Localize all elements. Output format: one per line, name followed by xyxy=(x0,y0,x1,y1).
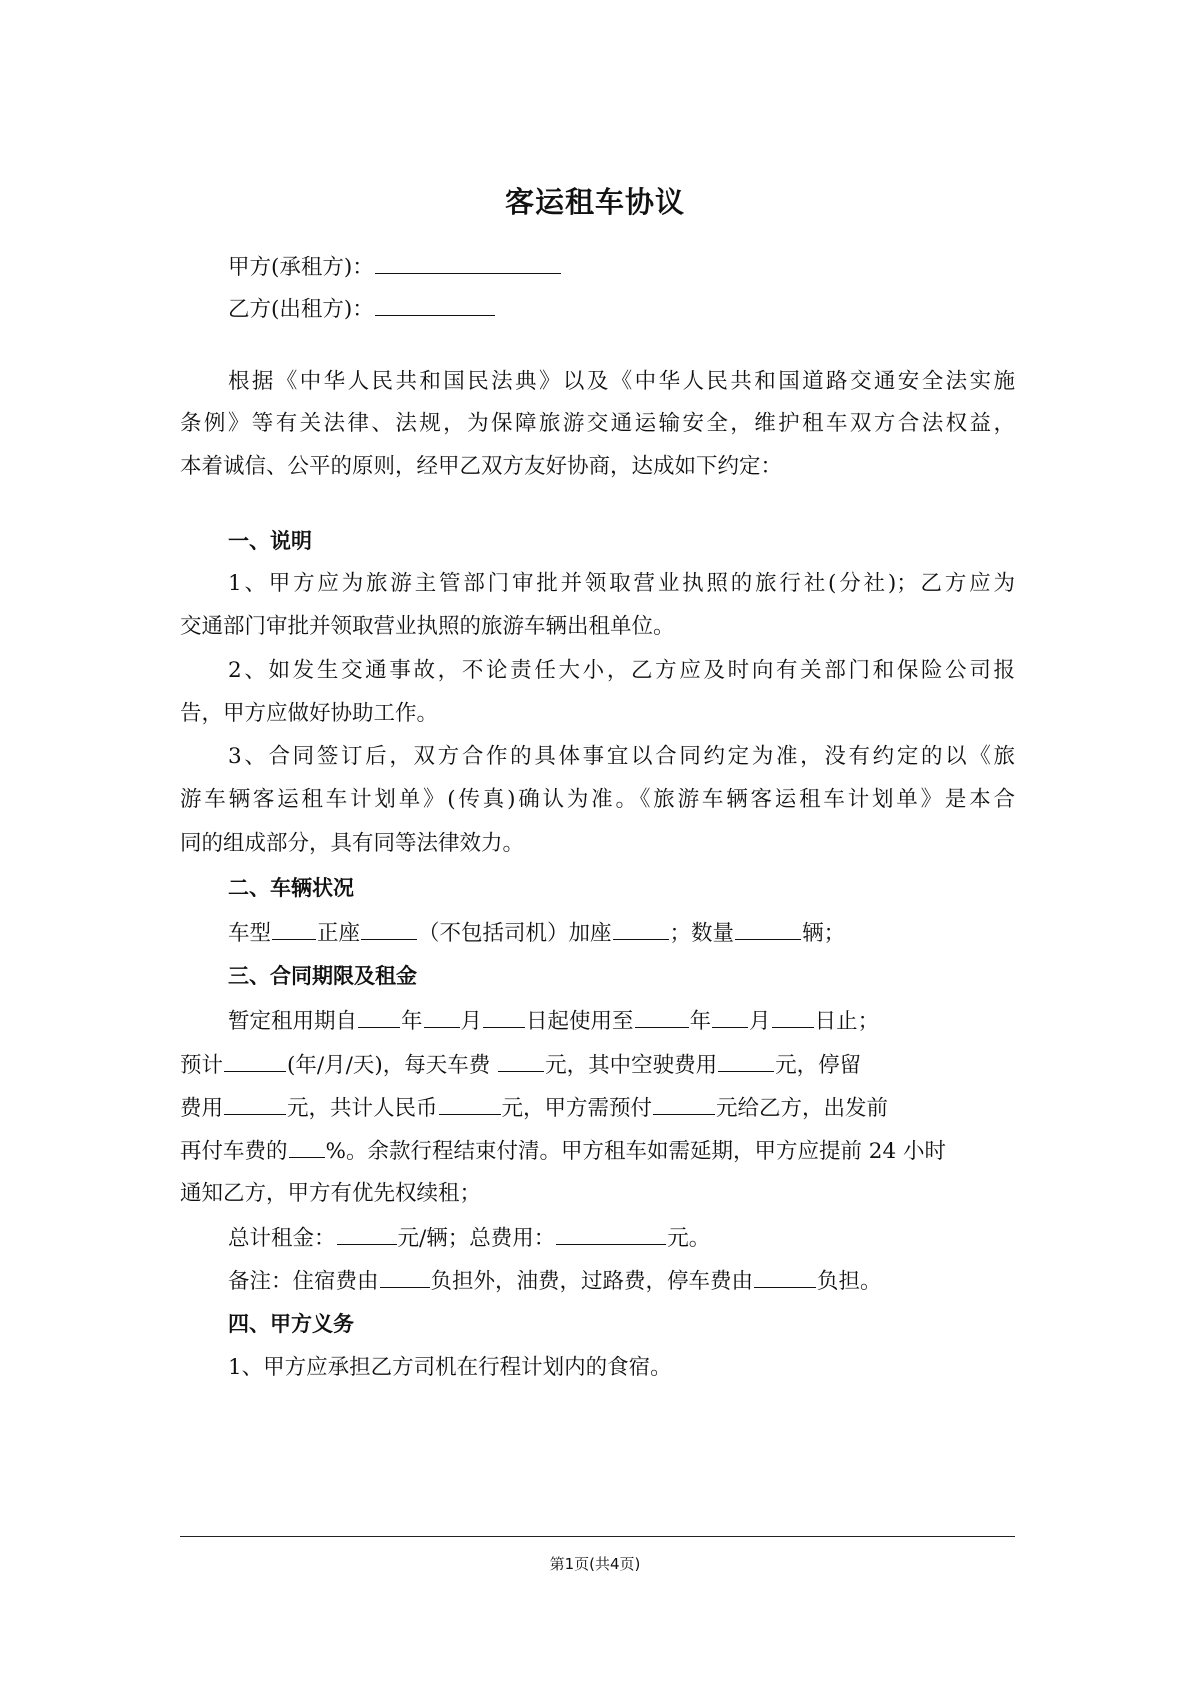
vehicle-type-blank[interactable] xyxy=(272,917,316,940)
fee-label: 费用 xyxy=(180,1096,224,1121)
total-cost-blank[interactable] xyxy=(556,1222,666,1245)
s1-p1-line-2: 交通部门审批并领取营业执照的旅游车辆出租单位。 xyxy=(180,614,675,639)
remark-line xyxy=(228,1265,1015,1297)
balance-text: %。余款行程结束付清。甲方租车如需延期，甲方应提前 24 小时 xyxy=(325,1139,946,1164)
intro-line-1: 根据《中华人民共和国民法典》以及《中华人民共和国道路交通安全法实施 xyxy=(228,369,1015,394)
year-label: 年 xyxy=(401,1009,423,1034)
total-rent-label: 总计租金： xyxy=(228,1226,336,1251)
parking-payer-blank[interactable] xyxy=(754,1265,816,1288)
period-end-label: 日起使用至 xyxy=(526,1009,634,1034)
party-b-blank[interactable] xyxy=(375,293,495,316)
total-rmb-blank[interactable] xyxy=(439,1092,501,1115)
s1-p2-line-1: 2、如发生交通事故，不论责任大小，乙方应及时向有关部门和保险公司报 xyxy=(228,658,1015,683)
seats-blank[interactable] xyxy=(361,917,417,940)
start-month-blank[interactable] xyxy=(424,1005,460,1028)
estimate-line xyxy=(180,1049,1015,1081)
page-number: 第1页(共4页) xyxy=(549,1555,641,1573)
before-departure-label: 元给乙方，出发前 xyxy=(716,1096,889,1121)
s1-p2-line-2: 告，甲方应做好协助工作。 xyxy=(180,701,439,726)
daily-fee-label: (年/月/天)，每天车费 xyxy=(287,1053,498,1078)
start-day-blank[interactable] xyxy=(483,1005,525,1028)
year-label: 年 xyxy=(689,1009,712,1034)
party-b-line xyxy=(228,293,1015,325)
party-a-line xyxy=(228,251,1015,283)
s1-p3-line-2: 游车辆客运租车计划单》(传真)确认为准。《旅游车辆客运租车计划单》是本合 xyxy=(180,787,1015,812)
quantity-label: ；数量 xyxy=(669,921,735,946)
total-rmb-label: 元，共计人民币 xyxy=(287,1096,438,1121)
document-title: 客运租车协议 xyxy=(504,185,685,219)
empty-run-fee-label: 元，其中空驶费用 xyxy=(545,1053,718,1078)
lodging-label: 备注：住宿费由 xyxy=(228,1269,379,1294)
prepay-blank[interactable] xyxy=(653,1092,715,1115)
month-label: 月 xyxy=(460,1009,483,1034)
pay-again-label: 再付车费的 xyxy=(180,1139,288,1164)
start-year-blank[interactable] xyxy=(358,1005,400,1028)
section-2-heading: 二、车辆状况 xyxy=(228,876,354,900)
vehicle-type-label: 车型 xyxy=(228,921,272,946)
section-3-heading: 三、合同期限及租金 xyxy=(228,964,417,988)
burden-label: 负担。 xyxy=(817,1269,882,1294)
total-line xyxy=(228,1222,1015,1254)
period-start-label: 暂定租用期自 xyxy=(228,1009,358,1034)
duration-blank[interactable] xyxy=(224,1049,286,1072)
fee-line xyxy=(180,1092,1015,1124)
party-b-label: 乙方(出租方)： xyxy=(228,297,374,322)
end-year-blank[interactable] xyxy=(635,1005,689,1028)
intro-line-3: 本着诚信、公平的原则，经甲乙双方友好协商，达成如下约定： xyxy=(180,454,783,479)
extra-seats-label: （不包括司机）加座 xyxy=(418,921,612,946)
percent-line xyxy=(180,1135,1015,1167)
end-day-blank[interactable] xyxy=(772,1005,814,1028)
fuel-label: 负担外，油费，过路费，停车费由 xyxy=(430,1269,754,1294)
s1-p3-line-1: 3、合同签订后，双方合作的具体事宜以合同约定为准，没有约定的以《旅 xyxy=(228,744,1015,769)
extra-seats-blank[interactable] xyxy=(613,917,669,940)
stay-fee-blank[interactable] xyxy=(224,1092,286,1115)
s1-p1-line-1: 1、甲方应为旅游主管部门审批并领取营业执照的旅行社(分社)；乙方应为 xyxy=(228,571,1015,596)
section-4-heading: 四、甲方义务 xyxy=(228,1312,354,1336)
s1-p3-line-3: 同的组成部分，具有同等法律效力。 xyxy=(180,831,525,856)
percent-blank[interactable] xyxy=(289,1135,325,1158)
intro-line-2: 条例》等有关法律、法规，为保障旅游交通运输安全，维护租车双方合法权益， xyxy=(180,411,1015,436)
lodging-payer-blank[interactable] xyxy=(380,1265,430,1288)
party-a-label: 甲方(承租方)： xyxy=(228,255,374,280)
parking-label: 元，停留 xyxy=(775,1053,862,1078)
daily-fee-blank[interactable] xyxy=(498,1049,544,1072)
vehicle-line xyxy=(228,917,1015,949)
empty-run-fee-blank[interactable] xyxy=(718,1049,774,1072)
footer-divider xyxy=(180,1536,1015,1537)
s4-p1: 1、甲方应承担乙方司机在行程计划内的食宿。 xyxy=(228,1355,672,1380)
end-month-blank[interactable] xyxy=(712,1005,748,1028)
yuan-label: 元。 xyxy=(667,1226,711,1251)
period-end-suffix: 日止； xyxy=(814,1009,880,1034)
prepay-label: 元，甲方需预付 xyxy=(501,1096,653,1121)
party-a-blank[interactable] xyxy=(375,251,561,274)
section-1-heading: 一、说明 xyxy=(228,529,312,553)
quantity-blank[interactable] xyxy=(735,917,801,940)
notify-line: 通知乙方，甲方有优先权续租； xyxy=(180,1181,482,1206)
period-line xyxy=(228,1005,1015,1037)
month-label: 月 xyxy=(749,1009,771,1034)
seats-label: 正座 xyxy=(317,921,361,946)
total-rent-blank[interactable] xyxy=(337,1222,397,1245)
vehicles-unit: 辆； xyxy=(802,921,846,946)
total-cost-label: 元/辆；总费用： xyxy=(397,1226,556,1251)
estimate-label: 预计 xyxy=(180,1053,224,1078)
